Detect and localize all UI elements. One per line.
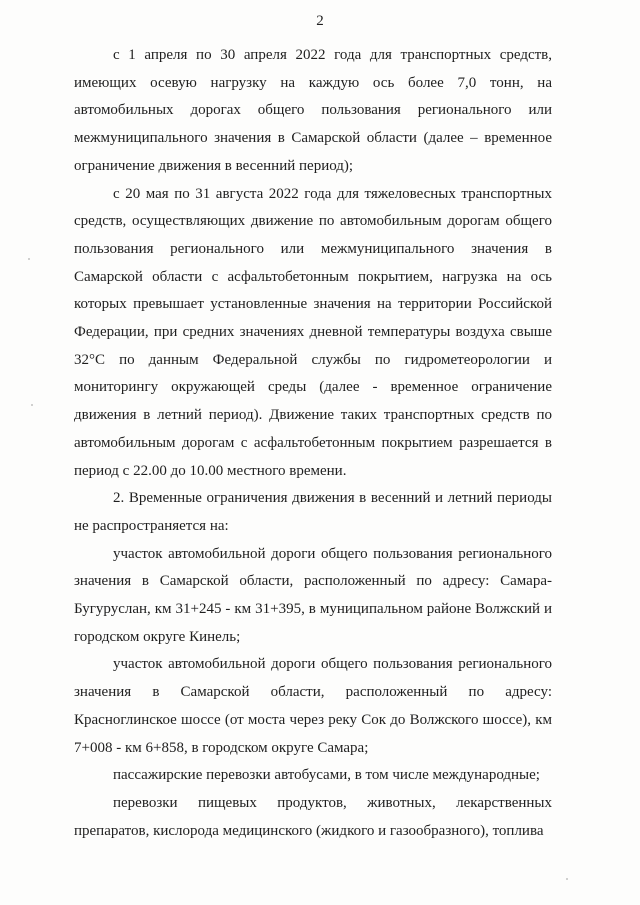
paragraph-goods-transport: перевозки пищевых продуктов, животных, лекарственных препаратов, кислорода медицинского (жидкого и газообразного), топлива (74, 794, 552, 839)
scan-speck (31, 404, 33, 406)
paragraph-road-section-buguruslan: участок автомобильной дороги общего пользования регионального значения в Самарской области, расположенный по адресу: Самара-Бугуруслан, км 31+245 - км 31+395, в муниципальном районе Волжский и городском округе Кинель; (74, 545, 552, 645)
page-number: 2 (316, 13, 324, 29)
paragraph-road-section-krasnoglinskoe: участок автомобильной дороги общего пользования регионального значения в Самарской области, расположенный по адресу: Красноглинское шоссе (от моста через реку Сок до Волжского шоссе), км 7+008 - км 6+858, в городском округе Самара; (74, 656, 552, 756)
paragraph-summer-restriction: с 20 мая по 31 августа 2022 года для тяжеловесных транспортных средств, осуществляющих движение по автомобильным дорогам общего пользования регионального или межмуниципального значения в Самарской области с асфальтобетонным покрытием, нагрузка на ось которых превышает установленные значения на территории Российской Федерации, при средних значениях дневной температуры воздуха свыше 32°С по данным Федеральной службы по гидрометеорологии и мониторингу окружающей среды (далее - временное ограничение движения в летний период). Движение таких транспортных средств по автомобильным дорогам с асфальтобетонным покрытием разрешается в период с 22.00 до 10.00 местного времени. (74, 185, 552, 479)
paragraph-passenger-transport: пассажирские перевозки автобусами, в том числе международные; (113, 767, 540, 784)
document-body (74, 42, 552, 845)
scan-speck (28, 258, 30, 260)
paragraph-exemptions-intro: 2. Временные ограничения движения в весенний и летний периоды не распространяется на: (74, 490, 552, 534)
paragraph-spring-restriction: с 1 апреля по 30 апреля 2022 года для транспортных средств, имеющих осевую нагрузку на каждую ось более 7,0 тонн, на автомобильных дорогах общего пользования регионального или межмуниципального значения в Самарской области (далее – временное ограничение движения в весенний период); (74, 47, 552, 174)
scan-speck (566, 878, 568, 880)
